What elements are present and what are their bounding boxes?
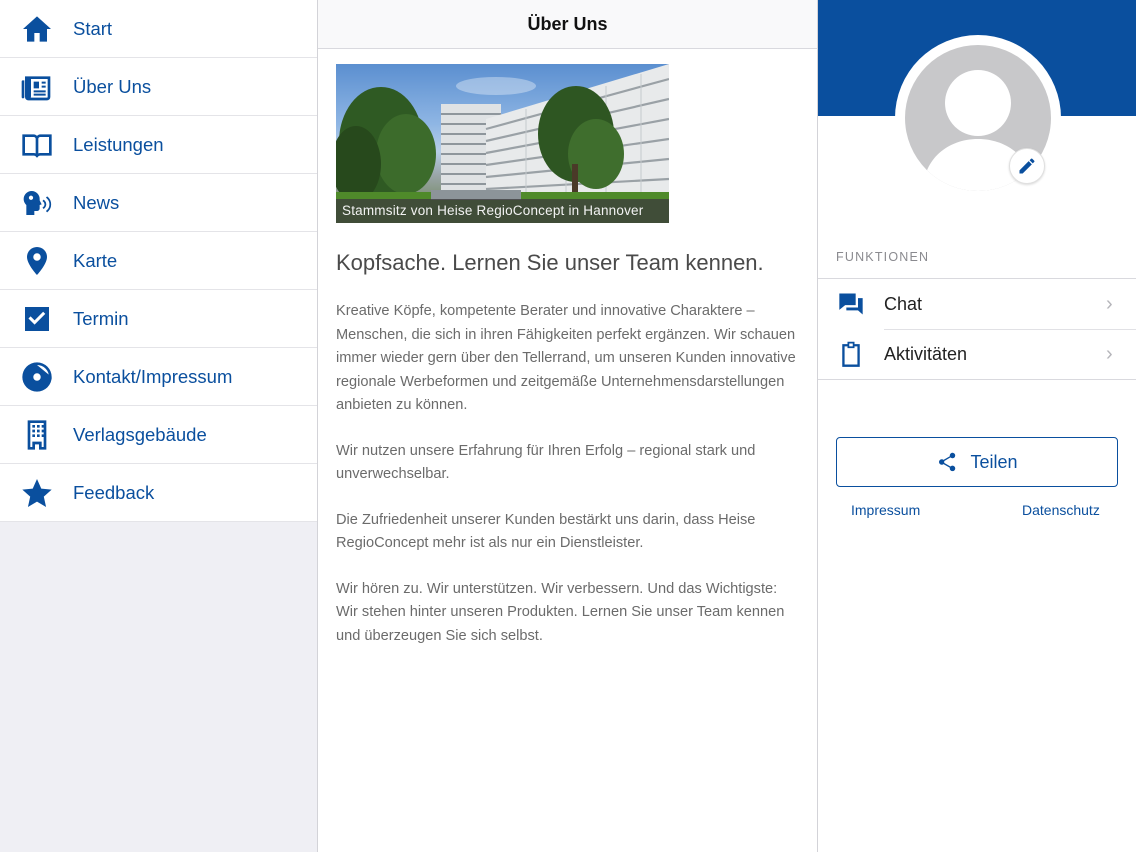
page-title: Über Uns [527,13,608,34]
map-pin-icon [0,232,73,290]
sidebar-item-label: Termin [73,307,129,329]
share-button[interactable] [836,437,1118,487]
sidebar-item-kontakt[interactable] [0,348,317,406]
building-icon [0,406,73,464]
star-icon [0,464,73,522]
sidebar-item-news[interactable] [0,174,317,232]
section-label-funktionen: FUNKTIONEN [836,250,930,264]
checkbox-icon [0,290,73,348]
chat-icon [818,290,884,318]
sidebar-item-termin[interactable] [0,290,317,348]
hero-image [336,64,669,223]
sidebar-item-label: Karte [73,249,118,271]
content-header [318,0,817,49]
article-paragraph: Die Zufriedenheit unserer Kunden bestärkt uns darin, dass Heise RegioConcept mehr ist als nur ein Dienstleister. [336,511,756,551]
newspaper-icon [0,58,73,116]
datenschutz-link[interactable]: Datenschutz [1022,502,1100,518]
book-icon [0,116,73,174]
function-item-chat[interactable] [818,279,1136,329]
sidebar-item-leistungen[interactable] [0,116,317,174]
function-item-aktivitaeten[interactable] [818,329,1136,379]
sidebar-item-label: News [73,191,120,213]
sidebar-item-label: Über Uns [73,75,152,97]
sidebar-item-ueber-uns[interactable] [0,58,317,116]
speaker-icon [0,174,73,232]
sidebar-item-label: Leistungen [73,133,164,155]
share-icon [936,451,958,473]
article-paragraph: Wir nutzen unsere Erfahrung für Ihren Erfolg – regional stark und unverwechselbar. [336,442,756,482]
at-icon [0,348,73,406]
article-paragraph: Kreative Köpfe, kompetente Berater und innovative Charaktere – Menschen, die sich in ihren Fähigkeiten perfekt ergänzen. Wir schauen immer wieder gern über den Tellerrand, um unseren Kunden innovative regionale Werbeformen und zeitgemäße Unternehmensdarstellungen anbieten zu können. [336,303,796,413]
chevron-right-icon: › [1106,292,1113,315]
nav-list [0,0,317,522]
sidebar-item-feedback[interactable] [0,464,317,522]
chevron-right-icon: › [1106,342,1113,365]
sidebar-item-start[interactable] [0,0,317,58]
sidebar-item-label: Verlagsgebäude [73,423,207,445]
functions-list [818,278,1136,380]
share-label: Teilen [970,451,1018,472]
clipboard-icon [818,340,884,368]
function-label: Aktivitäten [884,343,968,364]
article[interactable] [318,49,817,648]
sidebar-item-label: Feedback [73,481,155,503]
profile-panel [818,0,1136,852]
edit-avatar-button[interactable] [1009,148,1045,184]
function-label: Chat [884,293,923,314]
image-caption: Stammsitz von Heise RegioConcept in Hannover [336,199,669,223]
sidebar-item-label: Kontakt/Impressum [73,365,233,387]
sidebar-item-verlagsgebaeude[interactable] [0,406,317,464]
home-icon [0,0,73,58]
content-pane [318,0,818,852]
article-headline: Kopfsache. Lernen Sie unser Team kennen. [336,250,764,275]
sidebar-item-karte[interactable] [0,232,317,290]
pencil-icon [1017,156,1037,176]
sidebar [0,0,318,852]
sidebar-item-label: Start [73,17,113,39]
impressum-link[interactable]: Impressum [851,502,921,518]
article-paragraph: Wir hören zu. Wir unterstützen. Wir verbessern. Und das Wichtigste: Wir stehen hinter unseren Produkten. Lernen Sie unser Team kennen und überzeugen Sie sich selbst. [336,580,785,644]
